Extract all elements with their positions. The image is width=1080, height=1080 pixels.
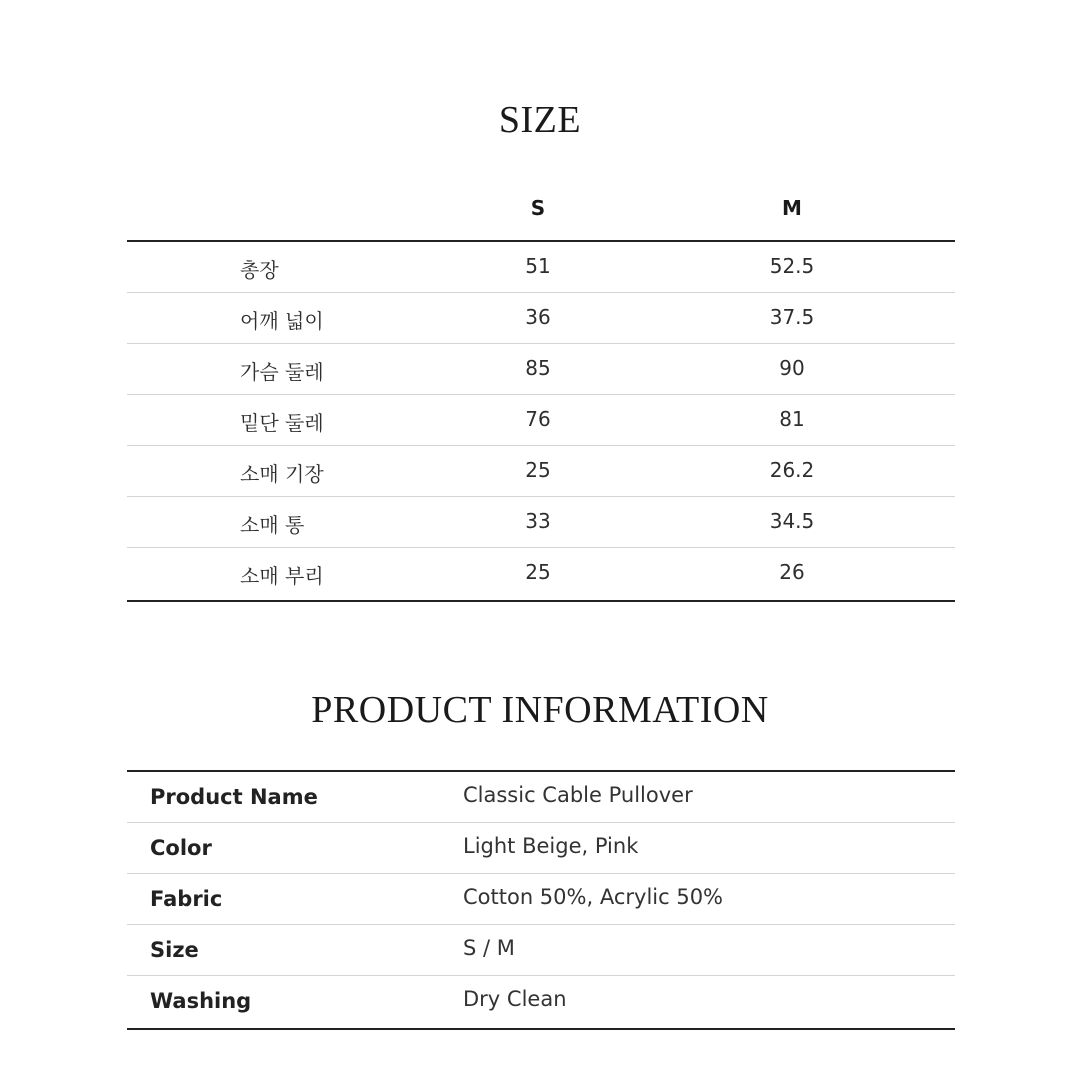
size-heading: SIZE bbox=[498, 99, 582, 141]
size-row-sleeve-length bbox=[127, 446, 955, 497]
product-information-heading: PRODUCT INFORMATION bbox=[311, 689, 769, 731]
size-value-m: 81 bbox=[779, 407, 805, 431]
info-row-fabric bbox=[127, 874, 955, 925]
info-value: Light Beige, Pink bbox=[463, 834, 639, 858]
info-row-size bbox=[127, 925, 955, 976]
size-value-s: 33 bbox=[525, 509, 551, 533]
info-row-product-name bbox=[127, 772, 955, 823]
info-key: Washing bbox=[150, 989, 252, 1013]
size-row-label: 밑단 둘레 bbox=[240, 411, 324, 435]
info-value: Classic Cable Pullover bbox=[463, 783, 693, 807]
info-key: Size bbox=[150, 938, 199, 962]
column-header-s: S bbox=[530, 196, 546, 220]
size-row-chest bbox=[127, 344, 955, 395]
product-info-table bbox=[127, 770, 955, 1030]
size-row-label: 소매 통 bbox=[240, 513, 305, 537]
info-key: Color bbox=[150, 836, 212, 860]
size-value-m: 52.5 bbox=[769, 254, 815, 278]
size-table-header bbox=[127, 190, 955, 242]
size-row-label: 어깨 넓이 bbox=[240, 309, 324, 333]
size-table bbox=[127, 190, 955, 602]
size-row-label: 소매 부리 bbox=[240, 564, 324, 588]
size-row-total-length bbox=[127, 242, 955, 293]
info-key: Fabric bbox=[150, 887, 223, 911]
size-row-shoulder-width bbox=[127, 293, 955, 344]
size-row-label: 소매 기장 bbox=[240, 462, 324, 486]
info-value: Cotton 50%, Acrylic 50% bbox=[463, 885, 724, 909]
size-row-label: 총장 bbox=[240, 258, 279, 282]
size-value-m: 90 bbox=[779, 356, 805, 380]
size-value-m: 26.2 bbox=[769, 458, 815, 482]
size-value-s: 85 bbox=[525, 356, 551, 380]
info-row-color bbox=[127, 823, 955, 874]
size-value-s: 25 bbox=[525, 458, 551, 482]
size-row-label: 가슴 둘레 bbox=[240, 360, 324, 384]
column-header-m: M bbox=[782, 196, 802, 220]
size-value-m: 34.5 bbox=[769, 509, 815, 533]
size-value-m: 26 bbox=[779, 560, 805, 584]
size-row-sleeve-width bbox=[127, 497, 955, 548]
info-value: Dry Clean bbox=[463, 987, 567, 1011]
size-value-s: 36 bbox=[525, 305, 551, 329]
size-value-s: 25 bbox=[525, 560, 551, 584]
info-key: Product Name bbox=[150, 785, 318, 809]
info-value: S / M bbox=[463, 936, 515, 960]
size-value-s: 51 bbox=[525, 254, 551, 278]
info-row-washing bbox=[127, 976, 955, 1030]
size-row-cuff bbox=[127, 548, 955, 602]
size-row-hem bbox=[127, 395, 955, 446]
size-value-s: 76 bbox=[525, 407, 551, 431]
size-value-m: 37.5 bbox=[769, 305, 815, 329]
